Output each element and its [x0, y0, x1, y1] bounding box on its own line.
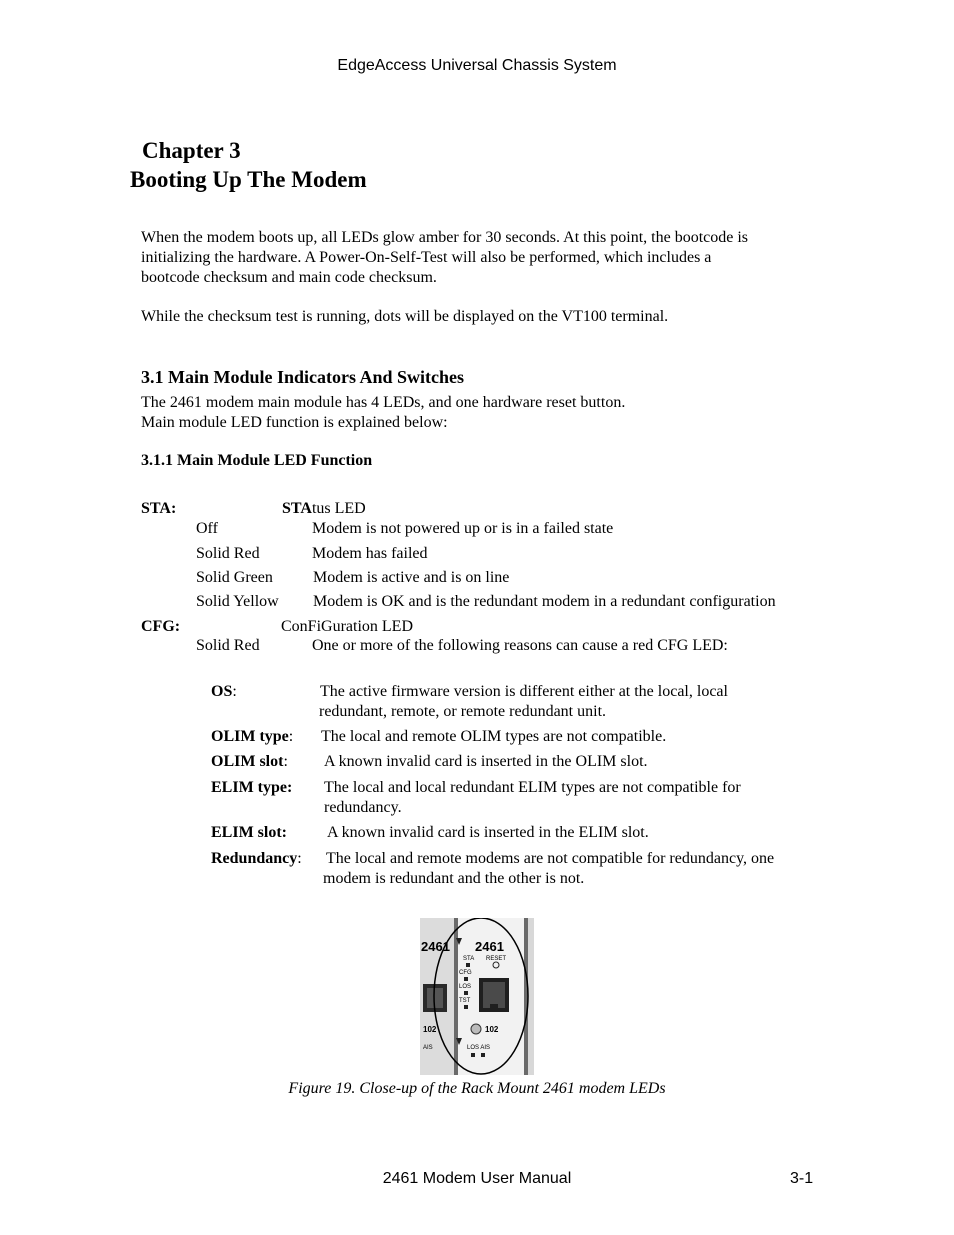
sta-state-desc: Modem has failed — [312, 545, 428, 562]
reason-desc: A known invalid card is inserted in the ELIM slot. — [327, 824, 649, 841]
sta-description-rest: tus LED — [311, 500, 366, 517]
section-line: The 2461 modem main module has 4 LEDs, and one hardware reset button. — [141, 394, 626, 411]
reason-term — [211, 849, 302, 869]
cfg-description: ConFiGuration LED — [281, 618, 413, 635]
reason-name: OLIM slot — [211, 753, 284, 770]
reason-line: The local and local redundant ELIM types are not compatible for — [324, 779, 741, 796]
reason-name: ELIM type: — [211, 779, 293, 796]
modem-led-photo — [420, 918, 534, 1075]
sta-label: STA: — [141, 500, 177, 517]
subsection-heading: 3.1.1 Main Module LED Function — [141, 452, 373, 469]
sta-state: Solid Yellow — [196, 593, 279, 610]
reason-desc — [324, 778, 741, 818]
reason-name: OLIM type — [211, 728, 289, 745]
reason-sep: : — [283, 753, 288, 770]
reason-line: modem is redundant and the other is not. — [323, 870, 585, 887]
intro-line: initializing the hardware. A Power-On-Self-Test will also be performed, which includes a — [141, 249, 712, 266]
section-heading: 3.1 Main Module Indicators And Switches — [141, 367, 465, 387]
sta-state: Solid Green — [196, 569, 273, 586]
cfg-led-label: CFG — [459, 970, 472, 976]
reason-term — [211, 778, 292, 798]
cfg-led — [464, 977, 468, 981]
los-led — [464, 991, 468, 995]
reason-term — [211, 752, 288, 772]
sta-state-desc: Modem is OK and is the redundant modem in a redundant configuration — [313, 593, 776, 610]
sta-description — [282, 499, 366, 519]
screw-icon — [471, 1024, 481, 1034]
right-port-number: 102 — [485, 1025, 499, 1034]
cfg-state-desc: One or more of the following reasons can cause a red CFG LED: — [312, 637, 728, 654]
bottom-led-labels: LOS AIS — [467, 1045, 491, 1051]
reason-name: ELIM slot: — [211, 824, 287, 841]
left-port-number: 102 — [423, 1025, 437, 1034]
sta-state: Off — [196, 520, 218, 537]
section-intro — [141, 393, 625, 433]
figure-caption: Figure 19. Close-up of the Rack Mount 2461 modem LEDs — [288, 1080, 666, 1097]
chapter-number: Chapter 3 — [142, 138, 241, 163]
footer-title: 2461 Modem User Manual — [382, 1170, 572, 1187]
reason-line: The local and remote modems are not compatible for redundancy, one — [326, 850, 775, 867]
reason-name: Redundancy — [211, 850, 298, 867]
section-line: Main module LED function is explained below: — [141, 414, 448, 431]
sta-state-desc: Modem is not powered up or is in a failed state — [312, 520, 614, 537]
tst-led-label: TST — [459, 998, 471, 1004]
reset-label: RESET — [486, 956, 507, 962]
sta-description-bold: STA — [282, 500, 312, 517]
reason-desc — [320, 682, 728, 722]
reason-term — [211, 823, 287, 843]
right-model-label: 2461 — [475, 939, 504, 954]
page-number: 3-1 — [790, 1170, 814, 1187]
tst-led — [464, 1005, 468, 1009]
ais-bottom-led — [481, 1053, 485, 1057]
reason-desc — [323, 849, 775, 889]
sta-state-desc: Modem is active and is on line — [313, 569, 510, 586]
reason-sep: : — [297, 850, 302, 867]
reason-line: redundancy. — [324, 799, 402, 816]
intro-paragraph — [141, 228, 748, 288]
sta-led-label: STA — [463, 956, 475, 962]
reason-name: OS — [211, 683, 233, 700]
los-bottom-led — [471, 1053, 475, 1057]
left-bottom-label: AIS — [423, 1045, 433, 1051]
intro-line: bootcode checksum and main code checksum. — [141, 269, 437, 286]
checksum-paragraph: While the checksum test is running, dots will be displayed on the VT100 terminal. — [141, 308, 669, 325]
reason-term — [211, 727, 293, 747]
intro-line: When the modem boots up, all LEDs glow amber for 30 seconds. At this point, the bootcode is — [141, 229, 749, 246]
page-header: EdgeAccess Universal Chassis System — [337, 57, 617, 74]
reason-sep: : — [288, 728, 294, 745]
reason-term — [211, 682, 237, 702]
reason-line: The active firmware version is different either at the local, local — [320, 683, 728, 700]
left-model-label: 2461 — [421, 939, 450, 954]
reason-desc: A known invalid card is inserted in the OLIM slot. — [324, 753, 648, 770]
cfg-state: Solid Red — [196, 637, 260, 654]
reason-sep: : — [232, 683, 237, 700]
reason-line: redundant, remote, or remote redundant unit. — [319, 703, 607, 720]
chapter-title: Booting Up The Modem — [130, 167, 367, 192]
reason-desc: The local and remote OLIM types are not compatible. — [321, 728, 667, 745]
sta-state: Solid Red — [196, 545, 260, 562]
los-led-label: LOS — [459, 984, 472, 990]
cfg-label: CFG: — [141, 618, 181, 635]
sta-led — [466, 963, 470, 967]
